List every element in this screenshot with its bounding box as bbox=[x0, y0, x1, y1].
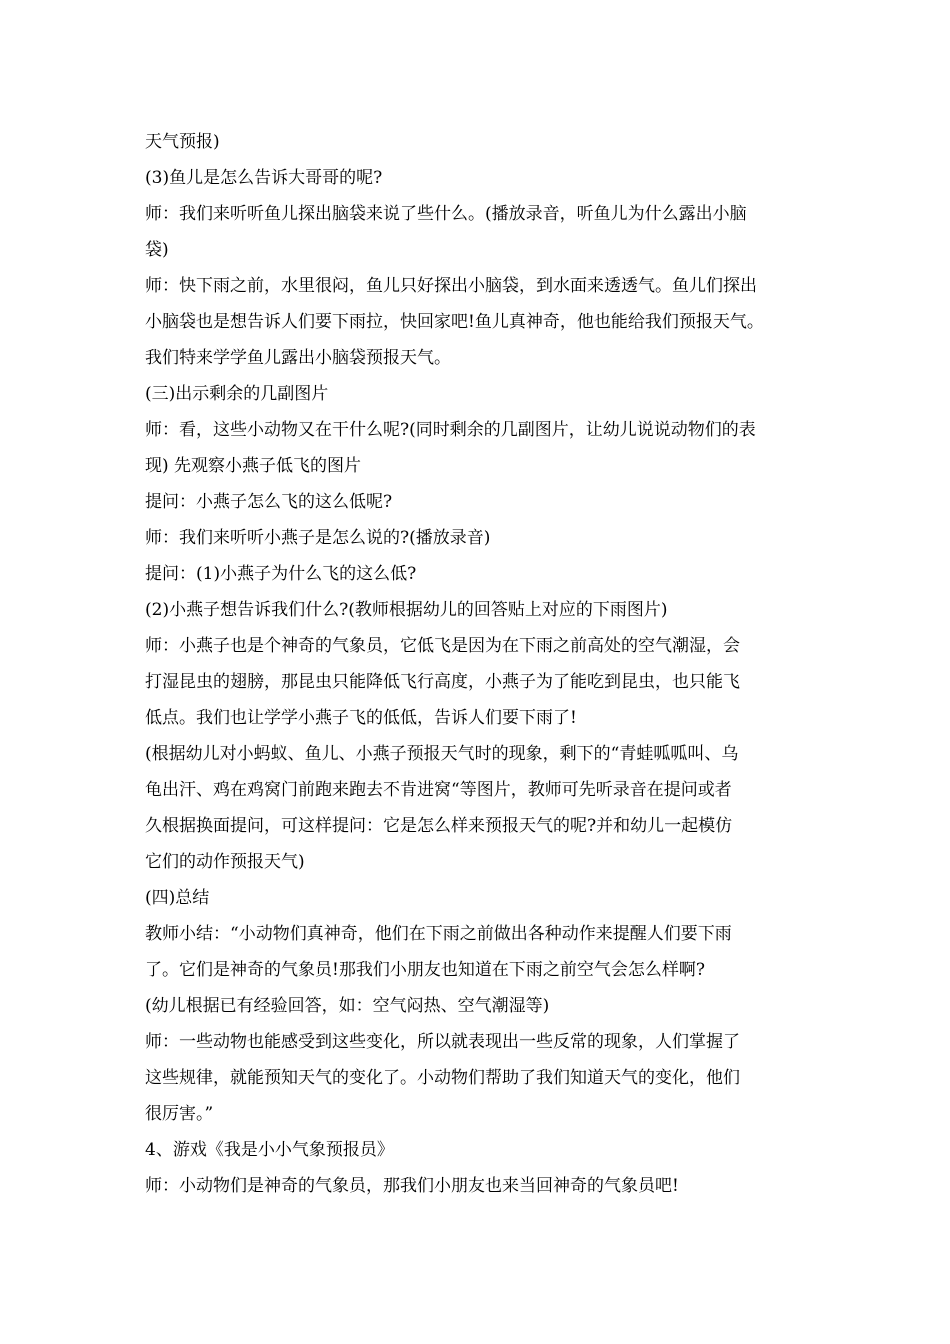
text-line: (2)小燕子想告诉我们什么?(教师根据幼儿的回答贴上对应的下雨图片) bbox=[145, 600, 668, 620]
section-heading: 4、游戏《我是小小气象预报员》 bbox=[145, 1140, 394, 1160]
text-line: 提问：小燕子怎么飞的这么低呢? bbox=[145, 492, 393, 512]
document-body bbox=[145, 124, 825, 1204]
text-line: 小脑袋也是想告诉人们要下雨拉，快回家吧!鱼儿真神奇，他也能给我们预报天气。 bbox=[145, 312, 764, 332]
text-line: 教师小结：“小动物们真神奇，他们在下雨之前做出各种动作来提醒人们要下雨 bbox=[145, 924, 732, 944]
text-line: 它们的动作预报天气) bbox=[145, 852, 305, 872]
text-line: 师：看，这些小动物又在干什么呢?(同时剩余的几副图片，让幼儿说说动物们的表 bbox=[145, 420, 756, 440]
text-line: 我们特来学学鱼儿露出小脑袋预报天气。 bbox=[145, 348, 451, 368]
text-line: 师：小动物们是神奇的气象员，那我们小朋友也来当回神奇的气象员吧! bbox=[145, 1176, 679, 1196]
text-line: 师：一些动物也能感受到这些变化，所以就表现出一些反常的现象，人们掌握了 bbox=[145, 1032, 740, 1052]
text-line: 师：快下雨之前，水里很闷，鱼儿只好探出小脑袋，到水面来透透气。鱼儿们探出 bbox=[145, 276, 757, 296]
text-line: 龟出汗、鸡在鸡窝门前跑来跑去不肯进窝“等图片，教师可先听录音在提问或者 bbox=[145, 780, 732, 800]
text-line: 提问：(1)小燕子为什么飞的这么低? bbox=[145, 564, 417, 584]
text-line: (根据幼儿对小蚂蚁、鱼儿、小燕子预报天气时的现象，剩下的“青蛙呱呱叫、乌 bbox=[145, 744, 739, 764]
text-line: 天气预报) bbox=[145, 132, 220, 152]
text-line: 低点。我们也让学学小燕子飞的低低，告诉人们要下雨了! bbox=[145, 708, 577, 728]
text-line: (3)鱼儿是怎么告诉大哥哥的呢? bbox=[145, 168, 383, 188]
section-heading: (三)出示剩余的几副图片 bbox=[145, 384, 329, 404]
text-line: 师：小燕子也是个神奇的气象员，它低飞是因为在下雨之前高处的空气潮湿，会 bbox=[145, 636, 740, 656]
text-line: 师：我们来听听鱼儿探出脑袋来说了些什么。(播放录音，听鱼儿为什么露出小脑 bbox=[145, 204, 747, 224]
text-line: 久根据换面提问，可这样提问：它是怎么样来预报天气的呢?并和幼儿一起模仿 bbox=[145, 816, 733, 836]
text-line: 师：我们来听听小燕子是怎么说的?(播放录音) bbox=[145, 528, 491, 548]
text-line: 了。它们是神奇的气象员!那我们小朋友也知道在下雨之前空气会怎么样啊? bbox=[145, 960, 705, 980]
text-line: 很厉害。” bbox=[145, 1104, 214, 1124]
section-heading: (四)总结 bbox=[145, 888, 210, 908]
text-line: 袋) bbox=[145, 240, 169, 260]
text-line: 这些规律，就能预知天气的变化了。小动物们帮助了我们知道天气的变化，他们 bbox=[145, 1068, 740, 1088]
text-line: (幼儿根据已有经验回答，如：空气闷热、空气潮湿等) bbox=[145, 996, 550, 1016]
text-line: 打湿昆虫的翅膀，那昆虫只能降低飞行高度，小燕子为了能吃到昆虫，也只能飞 bbox=[145, 672, 740, 692]
text-line: 现) 先观察小燕子低飞的图片 bbox=[145, 456, 362, 476]
